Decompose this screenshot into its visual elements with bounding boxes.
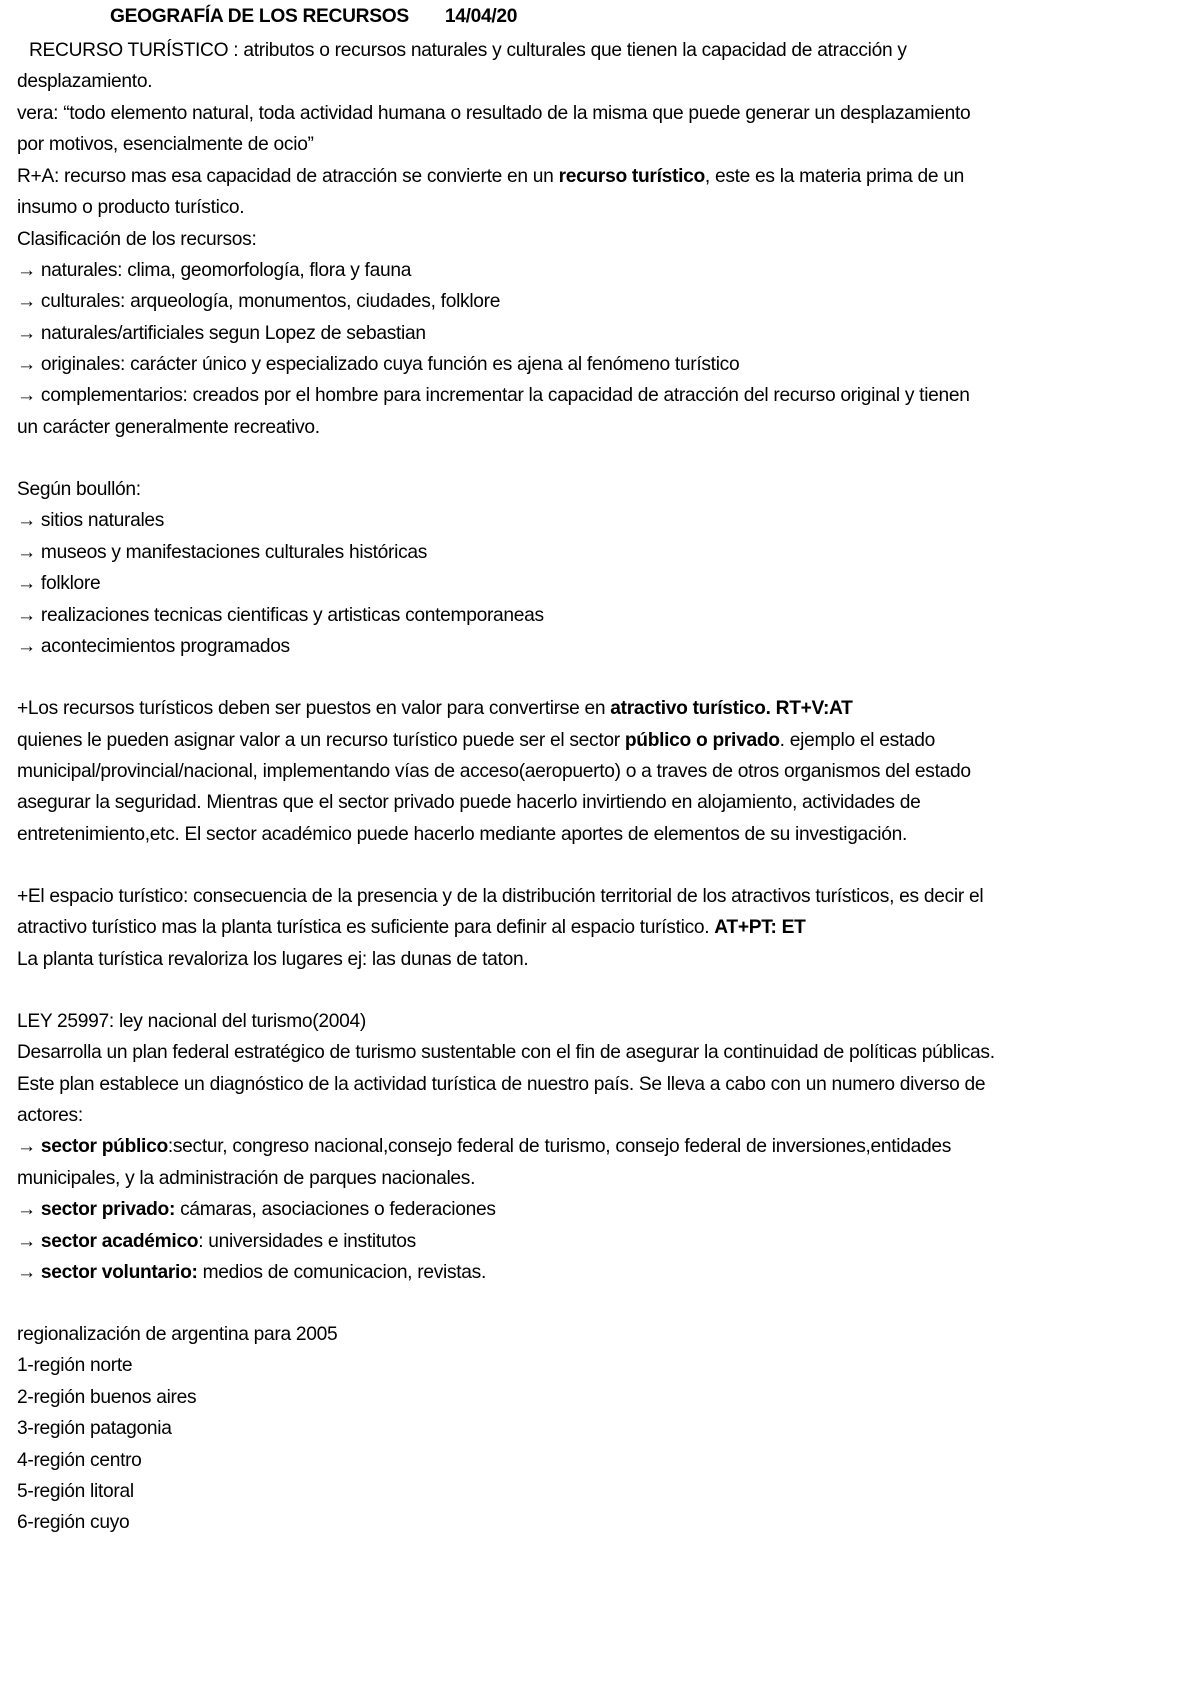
- boullon-heading: Según boullón:: [17, 479, 141, 500]
- boullon-item: → folklore: [17, 573, 101, 594]
- valor-text-post: . ejemplo el estado: [779, 730, 936, 751]
- ra-text-post: , este es la materia prima de un: [704, 166, 965, 187]
- espacio-paragraph-line: [17, 915, 806, 941]
- arrow-icon: →: [17, 1136, 41, 1157]
- ley-actor-item: [17, 1197, 496, 1223]
- document-date: 14/04/20: [444, 6, 518, 27]
- ra-bold-term: recurso turístico: [558, 166, 705, 187]
- document-title: GEOGRAFÍA DE LOS RECURSOS: [110, 6, 409, 27]
- ra-text: R+A: recurso mas esa capacidad de atracción se convierte en un: [17, 166, 559, 187]
- actor-label: sector académico: [40, 1231, 199, 1252]
- boullon-item: → sitios naturales: [17, 510, 165, 531]
- valor-paragraph-line: asegurar la seguridad. Mientras que el sector privado puede hacerlo invirtiendo en alojamiento, actividades de: [17, 792, 921, 813]
- valor-paragraph-line: entretenimiento,etc. El sector académico puede hacerlo mediante aportes de elementos de su investigación.: [17, 824, 908, 845]
- boullon-item: → acontecimientos programados: [17, 636, 290, 657]
- ley-actor-item: [17, 1134, 951, 1160]
- ley-paragraph-line: Este plan establece un diagnóstico de la actividad turística de nuestro país. Se lleva a cabo con un numero diverso de: [17, 1074, 986, 1095]
- ley-paragraph-line: Desarrolla un plan federal estratégico de turismo sustentable con el fin de asegurar la continuidad de políticas públicas.: [17, 1042, 995, 1063]
- region-item: 5-región litoral: [17, 1481, 134, 1502]
- ra-definition: [17, 164, 964, 190]
- arrow-icon: →: [17, 1262, 41, 1283]
- valor-text: quienes le pueden asignar valor a un recurso turístico puede ser el sector: [17, 730, 625, 751]
- arrow-icon: →: [17, 1199, 41, 1220]
- valor-paragraph-line: [17, 728, 935, 754]
- classification-item: → originales: carácter único y especializado cuya función es ajena al fenómeno turístico: [17, 354, 740, 375]
- espacio-bold-term: AT+PT: ET: [714, 917, 806, 938]
- actor-label: sector voluntario:: [40, 1262, 198, 1283]
- regions-heading: regionalización de argentina para 2005: [17, 1324, 338, 1345]
- ra-definition-cont: insumo o producto turístico.: [17, 197, 245, 218]
- espacio-paragraph-line: +El espacio turístico: consecuencia de la presencia y de la distribución territorial de los atractivos turísticos, es decir el: [17, 886, 984, 907]
- valor-paragraph-line: [17, 696, 853, 722]
- region-item: 6-región cuyo: [17, 1512, 130, 1533]
- vera-definition-cont: por motivos, esencialmente de ocio”: [17, 134, 314, 155]
- actor-text: : universidades e institutos: [198, 1231, 416, 1252]
- valor-bold-term: público o privado: [624, 730, 780, 751]
- actor-label: sector público: [40, 1136, 168, 1157]
- valor-paragraph-line: municipal/provincial/nacional, implementando vías de acceso(aeropuerto) o a traves de otros organismos del estado: [17, 761, 971, 782]
- recurso-text: : atributos o recursos naturales y culturales que tienen la capacidad de atracción y: [228, 40, 907, 61]
- ley-title: LEY 25997: ley nacional del turismo(2004): [17, 1011, 366, 1032]
- valor-bold-term: atractivo turístico. RT+V:AT: [610, 698, 853, 719]
- ley-actor-item: [17, 1229, 416, 1255]
- vera-definition: vera: “todo elemento natural, toda actividad humana o resultado de la misma que puede generar un desplazamiento: [17, 103, 971, 124]
- espacio-paragraph-line: La planta turística revaloriza los lugares ej: las dunas de taton.: [17, 949, 529, 970]
- region-item: 1-región norte: [17, 1355, 133, 1376]
- espacio-text: atractivo turístico mas la planta turística es suficiente para definir al espacio turístico.: [17, 917, 715, 938]
- region-item: 4-región centro: [17, 1450, 142, 1471]
- ley-paragraph-line: actores:: [17, 1105, 83, 1126]
- recurso-definition-cont: desplazamiento.: [17, 71, 153, 92]
- recurso-definition: [29, 38, 907, 64]
- classification-item-cont: un carácter generalmente recreativo.: [17, 417, 320, 438]
- actor-text: cámaras, asociaciones o federaciones: [175, 1199, 496, 1220]
- classification-item: → naturales: clima, geomorfología, flora y fauna: [17, 260, 412, 281]
- classification-heading: Clasificación de los recursos:: [17, 229, 257, 250]
- classification-item: → naturales/artificiales segun Lopez de sebastian: [17, 323, 426, 344]
- recurso-label: RECURSO TURÍSTICO: [29, 40, 229, 61]
- region-item: 2-región buenos aires: [17, 1387, 197, 1408]
- boullon-item: → realizaciones tecnicas cientificas y artisticas contemporaneas: [17, 605, 544, 626]
- arrow-icon: →: [17, 1231, 41, 1252]
- valor-text: +Los recursos turísticos deben ser puestos en valor para convertirse en: [17, 698, 611, 719]
- classification-item: → culturales: arqueología, monumentos, ciudades, folklore: [17, 291, 501, 312]
- ley-actor-item: [17, 1260, 486, 1286]
- ley-actor-item-cont: municipales, y la administración de parques nacionales.: [17, 1168, 476, 1189]
- actor-text: medios de comunicacion, revistas.: [197, 1262, 486, 1283]
- region-item: 3-región patagonia: [17, 1418, 172, 1439]
- actor-text: :sectur, congreso nacional,consejo federal de turismo, consejo federal de inversiones,entidades: [167, 1136, 952, 1157]
- classification-item: → complementarios: creados por el hombre para incrementar la capacidad de atracción del recurso original y tienen: [17, 385, 970, 406]
- boullon-item: → museos y manifestaciones culturales históricas: [17, 542, 428, 563]
- actor-label: sector privado:: [40, 1199, 176, 1220]
- document-header: [110, 4, 517, 30]
